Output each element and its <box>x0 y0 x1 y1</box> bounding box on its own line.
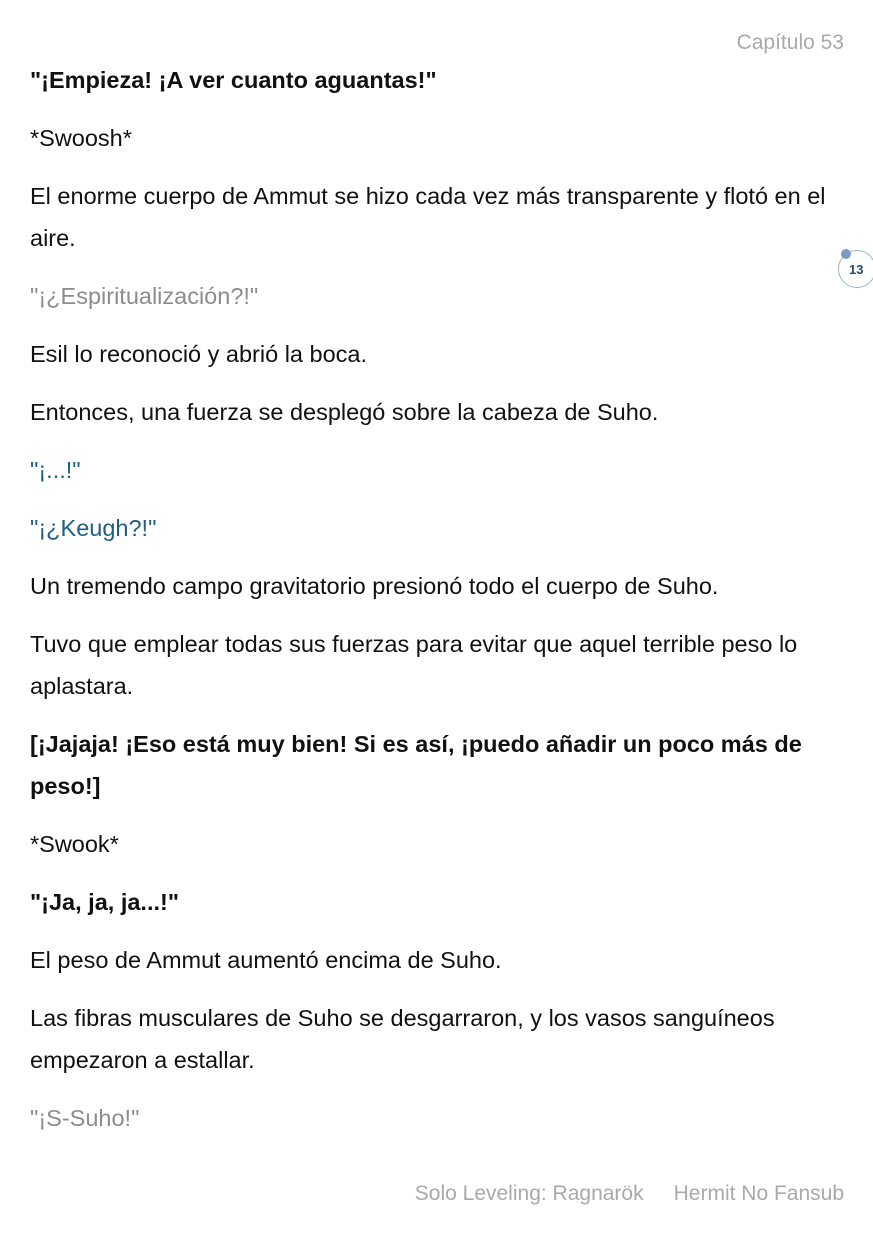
paragraph: "¡Empieza! ¡A ver cuanto aguantas!" <box>30 67 437 93</box>
paragraph: Entonces, una fuerza se desplegó sobre la cabeza de Suho. <box>30 399 659 425</box>
chapter-text <box>30 59 850 1155</box>
paragraph: "¡...!" <box>30 457 81 483</box>
paragraph: El enorme cuerpo de Ammut se hizo cada vez más transparente y flotó en el aire. <box>30 183 826 251</box>
paragraph: "¡¿Keugh?!" <box>30 515 157 541</box>
paragraph: *Swook* <box>30 831 119 857</box>
chapter-label: Capítulo 53 <box>736 31 844 54</box>
footer <box>385 1182 844 1206</box>
paragraph: [¡Jajaja! ¡Eso está muy bien! Si es así, ¡puedo añadir un poco más de peso!] <box>30 731 802 799</box>
paragraph: Un tremendo campo gravitatorio presionó todo el cuerpo de Suho. <box>30 573 719 599</box>
paragraph: *Swoosh* <box>30 125 132 151</box>
paragraph: "¡¿Espiritualización?!" <box>30 283 259 309</box>
paragraph: Esil lo reconoció y abrió la boca. <box>30 341 368 367</box>
paragraph: Tuvo que emplear todas sus fuerzas para evitar que aquel terrible peso lo aplastara. <box>30 631 798 699</box>
footer-credit: Hermit No Fansub <box>673 1182 844 1205</box>
footer-title: Solo Leveling: Ragnarök <box>414 1182 644 1205</box>
page-comment-count: 13 <box>849 262 864 277</box>
paragraph: Las fibras musculares de Suho se desgarraron, y los vasos sanguíneos empezaron a estallar. <box>30 1005 775 1073</box>
paragraph: El peso de Ammut aumentó encima de Suho. <box>30 947 502 973</box>
paragraph: "¡S-Suho!" <box>30 1105 140 1131</box>
paragraph: "¡Ja, ja, ja...!" <box>30 889 179 915</box>
badge-indicator-dot <box>841 249 851 259</box>
